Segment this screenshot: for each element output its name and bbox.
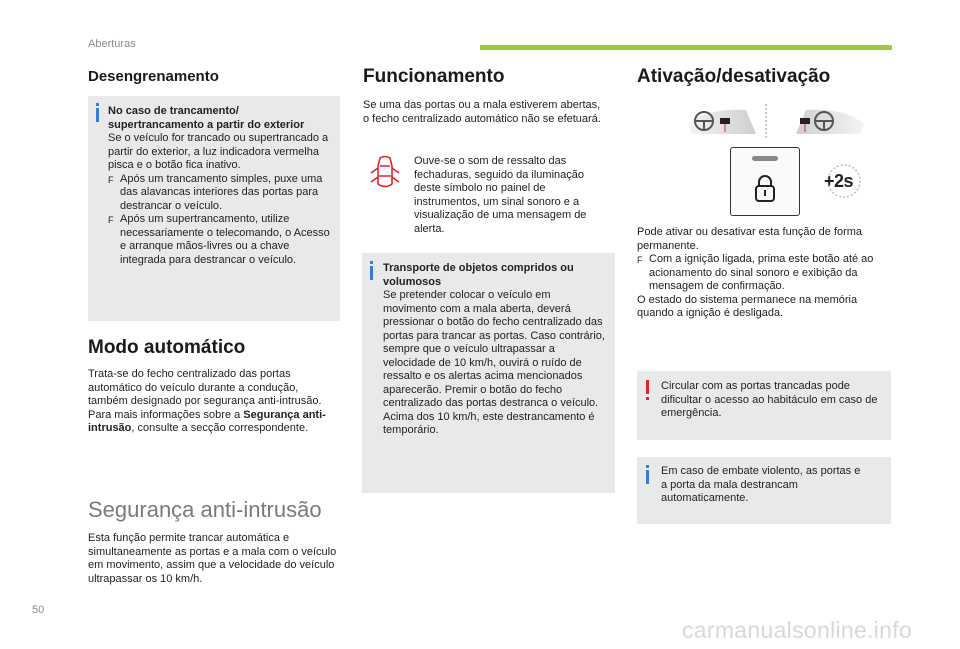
lock-icon (753, 173, 777, 203)
warning-icon (646, 380, 649, 394)
modo-automatico-reference: Para mais informações sobre a Segurança anti-intrusão, consulte a secção correspondente. (88, 408, 326, 434)
modo-automatico-title: Modo automático (88, 337, 246, 358)
section-accent-bar (480, 45, 892, 50)
bullet-icon: F (108, 215, 114, 225)
timer-label: +2s (824, 171, 854, 191)
bullet-icon: F (637, 255, 643, 265)
transporte-note (362, 253, 615, 493)
ativacao-memory-text: O estado do sistema permanece na memória quando a ignição é desligada. (637, 293, 858, 319)
funcionamento-title: Funcionamento (363, 66, 505, 87)
list-item: F Após um trancamento simples, puxe uma das alavancas interiores das portas para destrancar o veículo. (108, 172, 323, 212)
note-heading: Transporte de objetos compridos ou volumosos (383, 262, 574, 288)
ativacao-text (637, 226, 887, 321)
indicator-led (752, 156, 778, 161)
ativacao-title: Ativação/desativação (637, 66, 831, 87)
car-doors-open-warning-icon (368, 154, 402, 194)
funcionamento-warning-text: Ouve-se o som de ressalto das fechaduras, seguido da iluminação deste símbolo no painel de instrumentos, um sinal sonoro e a visualização de uma mensagem de alerta. (414, 155, 587, 235)
info-icon-bar (370, 266, 373, 280)
info-icon-bar (96, 108, 99, 122)
ativacao-paragraph: Pode ativar ou desativar esta função de forma permanente. (637, 226, 863, 252)
warning-text: Circular com as portas trancadas pode dificultar o acesso ao habitáculo em caso de emergência. (661, 380, 878, 419)
watermark: carmanualsonline.info (682, 617, 913, 643)
info-icon (370, 261, 373, 264)
central-lock-button (730, 147, 800, 216)
page-number: 50 (32, 604, 45, 616)
info-icon (96, 103, 99, 106)
bullet-icon: F (108, 174, 114, 185)
warning-note (637, 371, 891, 440)
timer-icon (820, 163, 866, 199)
list-item: F Após um supertrancamento, utilize necessariamente o telecomando, o Acesso e arranque mãos-livres ou a chave integrada para destrancar o veículo. (108, 213, 330, 266)
note-text: Se o veículo for trancado ou supertrancado a partir do exterior, a luz indicadora vermelha pisca e o botão fica inativo. (108, 132, 329, 171)
info-note (637, 457, 891, 524)
info-icon (646, 465, 649, 468)
funcionamento-text: Se uma das portas ou a mala estiverem abertas, o fecho centralizado automático não se efetuará. (363, 99, 601, 125)
seguranca-text: Esta função permite trancar automática e simultaneamente as portas e a mala com o veículo em movimento, assim que a velocidade do veículo ultrapassar os 10 km/h. (88, 532, 337, 585)
modo-automatico-text (88, 368, 336, 436)
info-icon-bar (646, 470, 649, 484)
list-item: F Com a ignição ligada, prima este botão até ao acionamento do sinal sonoro e exibição da mensagem de confirmação. (637, 253, 874, 292)
warning-icon-dot (646, 397, 649, 400)
desengrenamento-title: Desengrenamento (88, 68, 219, 85)
dashboard-illustration (686, 104, 866, 140)
desengrenamento-note (88, 96, 340, 321)
note-text: Se pretender colocar o veículo em movimento com a mala aberta, deverá pressionar o botão do fecho centralizado das portas para trancar as portas. Caso contrário, sempre que o veículo ultrapassar a velocidade de 10 km/h, ouvirá o ruído de ressalto e os alertas acima mencionados aparecerão. Premir o botão do fecho centralizado das portas destranca o veículo. Acima dos 10 km/h, este destrancamento é temporário. (383, 289, 605, 436)
info-text: Em caso de embate violento, as portas e a porta da mala destrancam automaticamente. (661, 465, 861, 504)
section-header: Aberturas (88, 38, 136, 50)
modo-automatico-paragraph: Trata-se do fecho centralizado das portas automático do veículo durante a condução, também designado por segurança anti-intrusão. (88, 368, 322, 407)
seguranca-title: Segurança anti-intrusão (88, 497, 322, 522)
note-heading: No caso de trancamento/ supertrancamento a partir do exterior (108, 105, 305, 131)
